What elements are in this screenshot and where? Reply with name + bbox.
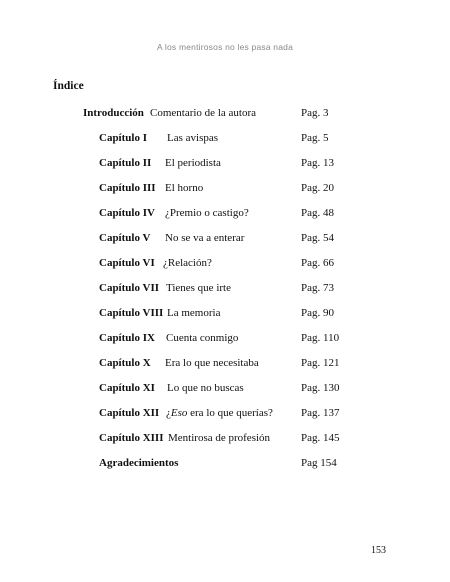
toc-entry-capitulo-ix bbox=[0, 331, 450, 356]
toc-entry-capitulo-vii bbox=[0, 281, 450, 306]
toc-entry-label: Capítulo II bbox=[99, 157, 152, 169]
toc-entry-label: Capítulo VI bbox=[99, 257, 155, 269]
toc-entry-capitulo-x bbox=[0, 356, 450, 381]
toc-entry-title: Comentario de la autora bbox=[150, 107, 256, 119]
toc-entry-page: Pag. 66 bbox=[301, 257, 334, 269]
toc-entry-title: ¿Relación? bbox=[163, 257, 212, 269]
page-number: 153 bbox=[371, 545, 386, 556]
toc-entry-page: Pag. 3 bbox=[301, 107, 329, 119]
toc-entry-introduccion bbox=[0, 106, 450, 131]
toc-entry-label: Capítulo III bbox=[99, 182, 156, 194]
toc-entry-title-suffix: era lo que querías? bbox=[187, 407, 273, 419]
toc-entry-page: Pag. 13 bbox=[301, 157, 334, 169]
toc-entry-title: Lo que no buscas bbox=[167, 382, 244, 394]
toc-entry-page: Pag. 121 bbox=[301, 357, 340, 369]
toc-entry-page: Pag. 130 bbox=[301, 382, 340, 394]
toc-entry-page: Pag. 90 bbox=[301, 307, 334, 319]
toc-entry-title: El horno bbox=[165, 182, 204, 194]
toc-entry-capitulo-v bbox=[0, 231, 450, 256]
table-of-contents bbox=[0, 106, 450, 481]
toc-entry-label: Capítulo VII bbox=[99, 282, 160, 294]
toc-entry-agradecimientos bbox=[0, 456, 450, 481]
toc-entry-title-italic: Eso bbox=[170, 407, 188, 419]
toc-entry-capitulo-vi bbox=[0, 256, 450, 281]
toc-entry-title: Cuenta conmigo bbox=[166, 332, 239, 344]
toc-entry-page: Pag. 54 bbox=[301, 232, 334, 244]
toc-entry-page: Pag. 5 bbox=[301, 132, 329, 144]
toc-entry-label: Agradecimientos bbox=[99, 457, 179, 469]
toc-entry-title-prefix: ¿ bbox=[166, 407, 171, 419]
toc-entry-capitulo-iv bbox=[0, 206, 450, 231]
toc-entry-page: Pag. 137 bbox=[301, 407, 340, 419]
toc-entry-page: Pag. 110 bbox=[301, 332, 340, 344]
toc-entry-page: Pag 154 bbox=[301, 457, 337, 469]
toc-entry-title: Era lo que necesitaba bbox=[165, 357, 259, 369]
toc-entry-label: Introducción bbox=[83, 107, 144, 119]
toc-entry-page: Pag. 73 bbox=[301, 282, 334, 294]
toc-entry-label: Capítulo IV bbox=[99, 207, 155, 219]
toc-entry-label: Capítulo I bbox=[99, 132, 147, 144]
toc-entry-label: Capítulo VIII bbox=[99, 307, 164, 319]
toc-entry-label: Capítulo XI bbox=[99, 382, 155, 394]
toc-entry-page: Pag. 20 bbox=[301, 182, 334, 194]
toc-entry-title: No se va a enterar bbox=[165, 232, 245, 244]
running-header: A los mentirosos no les pasa nada bbox=[156, 42, 294, 52]
toc-entry-page: Pag. 145 bbox=[301, 432, 340, 444]
toc-entry-title: ¿Premio o castigo? bbox=[165, 207, 249, 219]
toc-entry-capitulo-xii bbox=[0, 406, 450, 431]
toc-entry-label: Capítulo X bbox=[99, 357, 151, 369]
toc-entry-title: Mentirosa de profesión bbox=[168, 432, 271, 444]
index-heading: Índice bbox=[53, 80, 84, 92]
toc-entry-capitulo-ii bbox=[0, 156, 450, 181]
toc-entry-title bbox=[166, 406, 273, 420]
toc-entry-title: Las avispas bbox=[167, 132, 219, 144]
toc-entry-title: La memoria bbox=[167, 307, 221, 319]
toc-entry-page: Pag. 48 bbox=[301, 207, 334, 219]
toc-entry-title: Tienes que irte bbox=[166, 282, 231, 294]
toc-entry-label: Capítulo V bbox=[99, 232, 151, 244]
toc-entry-capitulo-xiii bbox=[0, 431, 450, 456]
toc-entry-capitulo-i bbox=[0, 131, 450, 156]
toc-entry-capitulo-viii bbox=[0, 306, 450, 331]
toc-entry-title: El periodista bbox=[165, 157, 221, 169]
toc-entry-label: Capítulo XII bbox=[99, 407, 160, 419]
toc-entry-label: Capítulo XIII bbox=[99, 432, 164, 444]
toc-entry-capitulo-xi bbox=[0, 381, 450, 406]
toc-entry-capitulo-iii bbox=[0, 181, 450, 206]
toc-entry-label: Capítulo IX bbox=[99, 332, 155, 344]
